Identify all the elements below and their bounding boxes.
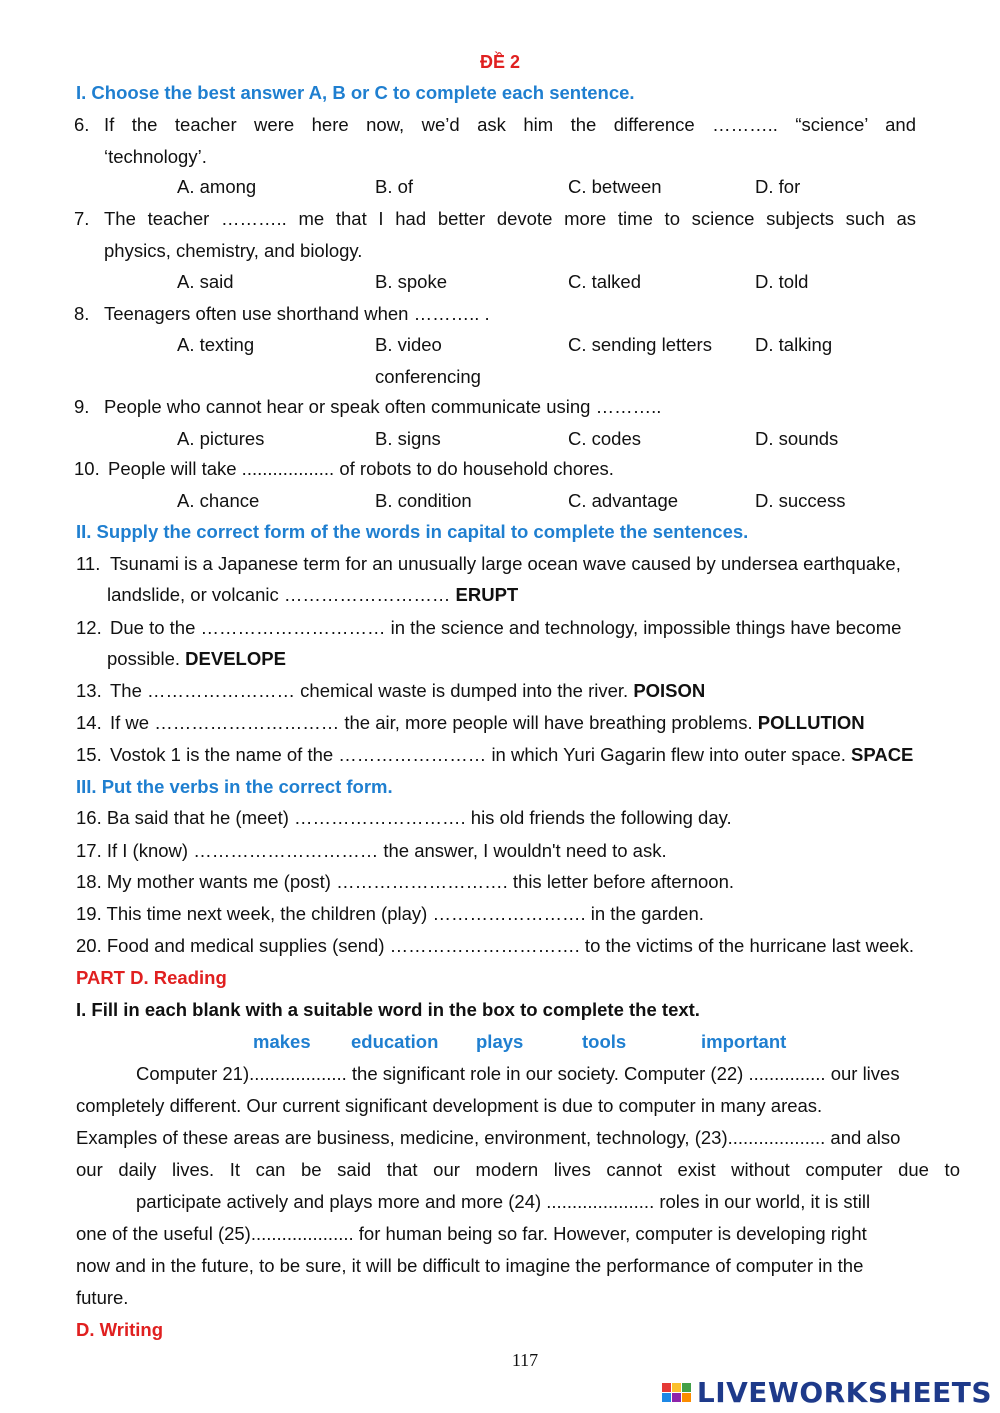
q13-keyword: POISON <box>633 680 706 701</box>
q12-text-line1: Due to the ………………………… in the science and technology, impossible things have become <box>110 617 902 638</box>
q10-option-d[interactable]: D. success <box>755 490 846 511</box>
reading-line-7: now and in the future, to be sure, it will be difficult to imagine the performance of computer in the <box>76 1255 864 1276</box>
q12-blank-text: possible. <box>107 648 186 669</box>
reading-line-2: completely different. Our current significant development is due to computer in many areas. <box>76 1095 823 1116</box>
q6-number: 6. <box>74 114 90 135</box>
section-1-title: I. Choose the best answer A, B or C to complete each sentence. <box>76 82 635 103</box>
reading-line-4: our daily lives. It can be said that our modern lives cannot exist without computer due to <box>76 1159 960 1180</box>
q6-option-d[interactable]: D. for <box>755 176 801 197</box>
word-box-item-1: makes <box>253 1031 311 1052</box>
q11-text-line1: Tsunami is a Japanese term for an unusually large ocean wave caused by undersea earthquake, <box>110 553 901 574</box>
reading-line-1: Computer 21)................... the significant role in our society. Computer (22) ............... our lives <box>136 1063 900 1084</box>
q15-number: 15. <box>76 744 102 765</box>
section-3-title: III. Put the verbs in the correct form. <box>76 776 393 797</box>
reading-line-6: one of the useful (25).................... for human being so far. However, computer is developing right <box>76 1223 867 1244</box>
q8-option-b[interactable]: B. video <box>375 334 442 355</box>
q12-keyword: DEVELOPE <box>185 648 286 669</box>
q14-keyword: POLLUTION <box>757 712 865 733</box>
q9-text: People who cannot hear or speak often communicate using ……….. <box>104 396 662 417</box>
part-d-instruction: I. Fill in each blank with a suitable word in the box to complete the text. <box>76 999 700 1020</box>
q11-text-line2 <box>107 583 518 607</box>
q7-number: 7. <box>74 208 90 229</box>
q18-text: 18. My mother wants me (post) ………………………. this letter before afternoon. <box>76 871 734 892</box>
q7-text-line2: physics, chemistry, and biology. <box>104 240 363 261</box>
q7-option-a[interactable]: A. said <box>177 271 234 292</box>
q8-option-c[interactable]: C. sending letters <box>568 334 712 355</box>
q10-number: 10. <box>74 458 100 479</box>
writing-title: D. Writing <box>76 1319 164 1340</box>
word-box-item-3: plays <box>476 1031 524 1052</box>
q8-option-b-cont[interactable]: conferencing <box>375 366 481 387</box>
q7-text-line1: The teacher ……….. me that I had better devote more time to science subjects such as <box>104 208 916 229</box>
liveworksheets-logo-icon <box>662 1383 691 1402</box>
liveworksheets-logo[interactable] <box>662 1374 992 1410</box>
q13-text <box>110 679 705 703</box>
word-box-item-4: tools <box>582 1031 627 1052</box>
q7-option-b[interactable]: B. spoke <box>375 271 447 292</box>
q9-option-a[interactable]: A. pictures <box>177 428 265 449</box>
liveworksheets-logo-text: LIVEWORKSHEETS <box>696 1375 992 1409</box>
q11-keyword: ERUPT <box>455 584 519 605</box>
q7-option-d[interactable]: D. told <box>755 271 809 292</box>
q10-text: People will take .................. of robots to do household chores. <box>108 458 614 479</box>
q6-text-line1: If the teacher were here now, we’d ask him the difference ……….. “science’ and <box>104 114 916 135</box>
q16-text: 16. Ba said that he (meet) ………………………. his old friends the following day. <box>76 807 732 828</box>
word-box-item-2: education <box>351 1031 439 1052</box>
q13-sentence: The …………………… chemical waste is dumped into the river. <box>110 680 634 701</box>
q15-keyword: SPACE <box>851 744 914 765</box>
q9-number: 9. <box>74 396 90 417</box>
q12-text-line2 <box>107 647 286 671</box>
q9-option-c[interactable]: C. codes <box>568 428 642 449</box>
q9-option-b[interactable]: B. signs <box>375 428 441 449</box>
q6-option-a[interactable]: A. among <box>177 176 257 197</box>
q9-option-d[interactable]: D. sounds <box>755 428 839 449</box>
q6-option-b[interactable]: B. of <box>375 176 414 197</box>
q14-text <box>110 711 865 735</box>
q8-text: Teenagers often use shorthand when ……….. . <box>104 303 490 324</box>
q7-option-c[interactable]: C. talked <box>568 271 642 292</box>
q11-blank-text: landslide, or volcanic ……………………… <box>107 584 456 605</box>
reading-line-8: future. <box>76 1287 129 1308</box>
q10-option-c[interactable]: C. advantage <box>568 490 679 511</box>
section-2-title: II. Supply the correct form of the words in capital to complete the sentences. <box>76 521 749 542</box>
word-box-item-5: important <box>701 1031 787 1052</box>
q8-option-d[interactable]: D. talking <box>755 334 833 355</box>
q10-option-b[interactable]: B. condition <box>375 490 472 511</box>
q11-number: 11. <box>76 553 101 574</box>
q10-option-a[interactable]: A. chance <box>177 490 260 511</box>
q20-text: 20. Food and medical supplies (send) …………………………. to the victims of the hurricane last week. <box>76 935 914 956</box>
q14-number: 14. <box>76 712 102 733</box>
page-number: 117 <box>511 1350 539 1370</box>
q6-text-line2: ‘technology’. <box>104 146 207 167</box>
q13-number: 13. <box>76 680 102 701</box>
q15-sentence: Vostok 1 is the name of the …………………… in which Yuri Gagarin flew into outer space. <box>110 744 852 765</box>
q14-sentence: If we ………………………… the air, more people will have breathing problems. <box>110 712 758 733</box>
reading-line-3: Examples of these areas are business, medicine, environment, technology, (23)................... and also <box>76 1127 901 1148</box>
reading-line-5: participate actively and plays more and more (24) ..................... roles in our world, it is still <box>136 1191 871 1212</box>
q8-option-a[interactable]: A. texting <box>177 334 255 355</box>
part-d-title: PART D. Reading <box>76 967 227 988</box>
q17-text: 17. If I (know) ………………………… the answer, I wouldn't need to ask. <box>76 840 667 861</box>
q19-text: 19. This time next week, the children (play) ……………………. in the garden. <box>76 903 704 924</box>
q12-number: 12. <box>76 617 102 638</box>
q8-number: 8. <box>74 303 90 324</box>
page-heading: ĐỀ 2 <box>479 52 521 72</box>
q15-text <box>110 743 913 767</box>
q6-option-c[interactable]: C. between <box>568 176 662 197</box>
